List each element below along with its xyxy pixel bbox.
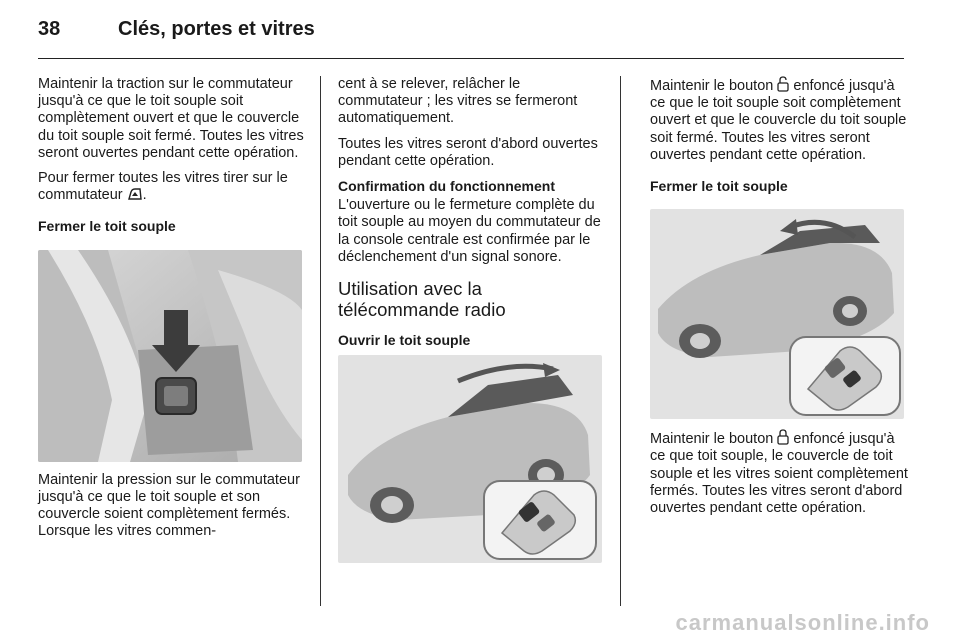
car-closed-roof-remote-illustration xyxy=(650,209,904,419)
page-number: 38 xyxy=(38,18,61,40)
column-3 xyxy=(650,76,908,525)
text: enfoncé jusqu'à ce que toit souple, le couvercle de toit souple et les vitres soient complètement fermés. Toutes les vitres seront d'abord ouvertes pendant cette opération. xyxy=(650,431,908,517)
lock-icon xyxy=(777,429,789,445)
header-rule xyxy=(38,58,904,59)
confirmation-heading: Confirmation du fonctionnement xyxy=(338,178,555,195)
column-divider xyxy=(320,76,321,606)
heading-close-roof: Fermer le toit souple xyxy=(650,178,788,195)
section-heading-line: Utilisation avec la xyxy=(338,278,482,300)
text: enfoncé jusqu'à ce que le toit souple soit complètement ouvert et que le couvercle du toit souple soit fermé. Toutes les vitres seront ouvertes pendant cette opération. xyxy=(650,78,907,163)
paragraph xyxy=(650,429,908,517)
heading-open-roof: Ouvrir le toit souple xyxy=(338,332,471,349)
text: Pour fermer toutes les vitres tirer sur le commutateur xyxy=(38,170,288,204)
window-switch-icon xyxy=(127,187,143,201)
paragraph xyxy=(38,170,304,204)
paragraph: Maintenir la pression sur le commutateur jusqu'à ce que le toit souple et son couvercle soient complètement fermés. Lorsque les vitres commen- xyxy=(38,471,300,540)
car-open-roof-remote-illustration xyxy=(338,355,602,563)
paragraph: Toutes les vitres seront d'abord ouvertes pendant cette opération. xyxy=(338,135,598,169)
text: Maintenir le bouton xyxy=(650,431,778,448)
column-1 xyxy=(38,76,304,548)
unlock-icon xyxy=(777,76,789,92)
column-divider xyxy=(620,76,621,606)
watermark: carmanualsonline.info xyxy=(675,610,930,635)
paragraph: L'ouverture ou le fermeture complète du toit souple au moyen du commutateur de la console centrale est confirmée par le déclenchement d'un signal sonore. xyxy=(338,197,601,265)
page-title: Clés, portes et vitres xyxy=(118,18,315,40)
section-heading xyxy=(338,278,604,320)
paragraph: cent à se relever, relâcher le commutateur ; les vitres se fermeront automatiquement. xyxy=(338,76,578,127)
paragraph: Maintenir la traction sur le commutateur jusqu'à ce que le toit souple soit complètement ouvert et que le couvercle du toit souple soit fermé. Toutes les vitres seront ouvertes pendant cette opération. xyxy=(38,76,304,161)
paragraph xyxy=(650,76,908,164)
section-heading-line: télécommande radio xyxy=(338,299,506,321)
text: . xyxy=(142,187,147,204)
heading-close-roof: Fermer le toit souple xyxy=(38,218,176,235)
text: Maintenir le bouton xyxy=(650,78,778,94)
center-console-switch-illustration xyxy=(38,250,302,462)
column-2 xyxy=(338,76,604,573)
